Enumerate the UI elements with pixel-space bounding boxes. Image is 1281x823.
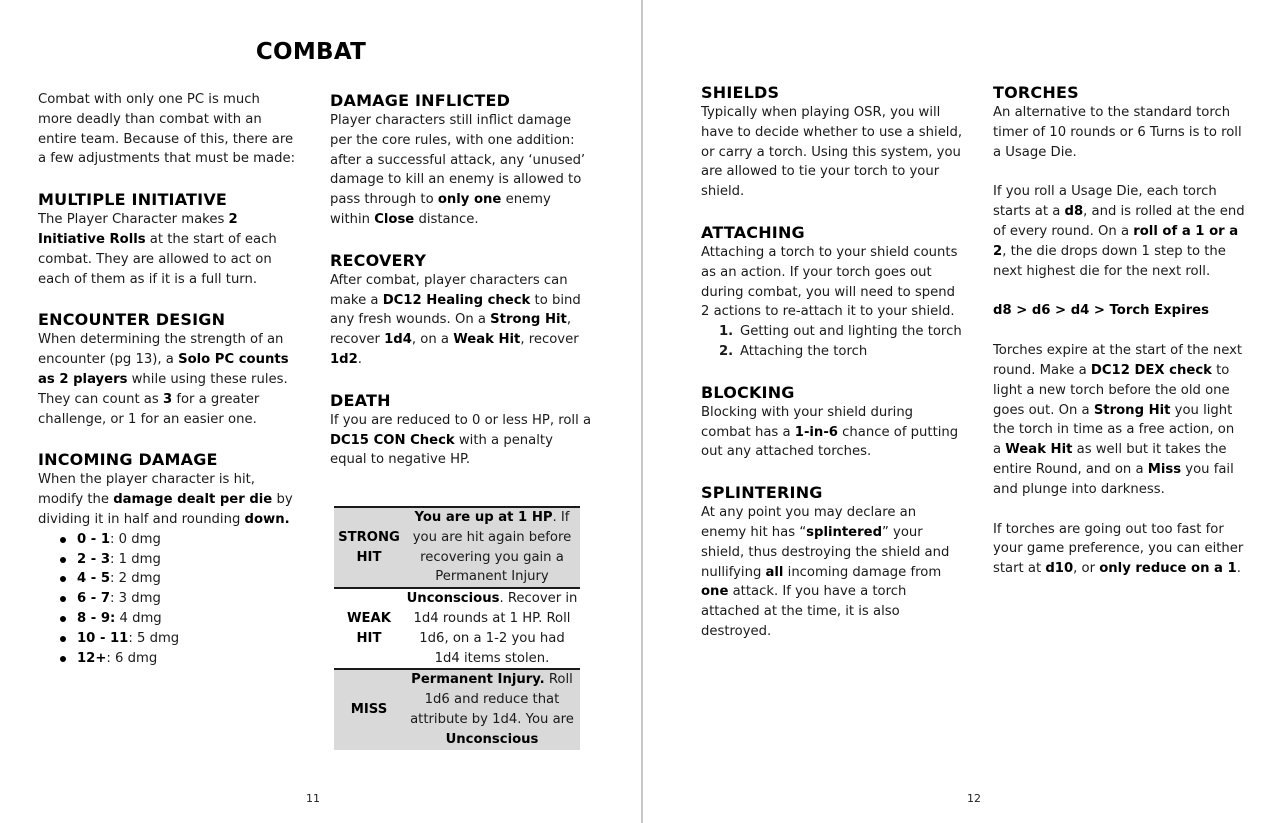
- left-column-2: [330, 90, 592, 470]
- damage-list-item: 0 - 1: 0 dmg: [58, 530, 298, 550]
- torches-heading: TORCHES: [993, 83, 1079, 102]
- table-row-strong-hit: [334, 507, 580, 588]
- encounter-design-heading: ENCOUNTER DESIGN: [38, 310, 226, 330]
- death-text: If you are reduced to 0 or less HP, roll a DC15 CON Check with a penalty equal to negative HP.: [330, 412, 592, 468]
- right-column-1: [701, 82, 963, 642]
- damage-list-item: 12+: 6 dmg: [58, 649, 298, 669]
- step-item: 2. Attaching the torch: [719, 343, 868, 359]
- damage-list-item: 8 - 9: 4 dmg: [58, 609, 298, 629]
- attaching-text: Attaching a torch to your shield counts as an action. If your torch goes out during combat, you will need to spend 2 actions to re-attach it to your shield.: [701, 244, 958, 320]
- encounter-design-text: When determining the strength of an encounter (pg 13), a Solo PC counts as 2 players while using these rules. They can count as 3 for a greater challenge, or 1 for an easier one.: [38, 332, 289, 427]
- attaching-heading: ATTACHING: [701, 222, 805, 242]
- shields-text: Typically when playing OSR, you will have to decide whether to use a shield, or carry a torch. Using this system, you are allowed to tie your torch to your shield.: [701, 105, 963, 200]
- outcome-label: STRONG HIT: [338, 529, 400, 565]
- outcome-description: You are up at 1 HP. If you are hit again before recovering you gain a Permanent Injury: [412, 510, 572, 585]
- damage-inflicted-heading: DAMAGE INFLICTED: [330, 91, 511, 110]
- page-number-right: 12: [967, 792, 981, 805]
- table-row-weak-hit: [334, 588, 580, 669]
- incoming-damage-heading: INCOMING DAMAGE: [38, 450, 218, 470]
- outcome-description: Permanent Injury. Roll 1d6 and reduce that attribute by 1d4. You are Unconscious: [410, 672, 574, 747]
- torch-die-chain: d8 > d6 > d4 > Torch Expires: [993, 303, 1209, 319]
- splintering-text: At any point you may declare an enemy hit has “splintered” your shield, thus destroying the shield and nullifying all incoming damage from one attack. If you have a torch attached at the time, it is also destroyed.: [701, 505, 950, 639]
- torches-text-4: If torches are going out too fast for your game preference, you can either start at d10, or only reduce on a 1.: [993, 521, 1244, 577]
- table-row-miss: [334, 669, 580, 749]
- torches-text-3: Torches expire at the start of the next round. Make a DC12 DEX check to light a new torch before the old one goes out. On a Strong Hit you light the torch in time as a free action, on a Weak Hit as well but it takes the entire Round, and on a Miss you fail and plunge into darkness.: [993, 343, 1243, 497]
- attaching-steps: [701, 322, 963, 362]
- multiple-initiative-heading: MULTIPLE INITIATIVE: [38, 190, 228, 210]
- damage-list-item: 4 - 5: 2 dmg: [58, 569, 298, 589]
- recovery-text: After combat, player characters can make a DC12 Healing check to bind any fresh wounds. On a Strong Hit, recover 1d4, on a Weak Hit, recover 1d2.: [330, 272, 581, 367]
- torches-text-2: If you roll a Usage Die, each torch starts at a d8, and is rolled at the end of every round. On a roll of a 1 or a 2, the die drops down 1 step to the next highest die for the next roll.: [993, 184, 1245, 279]
- left-column-1: [38, 90, 298, 668]
- damage-list-item: 6 - 7: 3 dmg: [58, 589, 298, 609]
- blocking-heading: BLOCKING: [701, 382, 795, 402]
- damage-list-item: 10 - 11: 5 dmg: [58, 629, 298, 649]
- damage-list: [38, 530, 298, 669]
- splintering-heading: SPLINTERING: [701, 483, 823, 503]
- multiple-initiative-text: The Player Character makes 2 Initiative Rolls at the start of each combat. They are allowed to act on each of them as if it is a full turn.: [38, 212, 277, 287]
- death-outcome-table: [334, 506, 580, 750]
- outcome-description: Unconscious. Recover in 1d4 rounds at 1 HP. Roll 1d6, on a 1-2 you had 1d4 items stolen.: [406, 591, 578, 666]
- blocking-text: Blocking with your shield during combat has a 1-in-6 chance of putting out any attached torches.: [701, 404, 959, 460]
- incoming-damage-text: When the player character is hit, modify the damage dealt per die by dividing it in half and rounding down.: [38, 472, 293, 527]
- right-column-2: [993, 82, 1245, 579]
- shields-heading: SHIELDS: [701, 83, 780, 102]
- damage-list-item: 2 - 3: 1 dmg: [58, 550, 298, 570]
- page-number-left: 11: [306, 792, 320, 805]
- damage-inflicted-text: Player characters still inflict damage per the core rules, with one addition: after a successful attack, any ‘unused’ damage to kill an enemy is allowed to pass through to only one enemy within Close distance.: [330, 113, 586, 227]
- outcome-label: MISS: [350, 702, 388, 718]
- death-heading: DEATH: [330, 390, 391, 410]
- page-title: COMBAT: [255, 39, 367, 65]
- recovery-heading: RECOVERY: [330, 250, 427, 270]
- intro-text: Combat with only one PC is much more deadly than combat with an entire team. Because of this, there are a few adjustments that must be made:: [38, 92, 296, 167]
- step-item: 1. Getting out and lighting the torch: [719, 324, 962, 340]
- outcome-label: WEAK HIT: [347, 610, 391, 646]
- torches-text-1: An alternative to the standard torch timer of 10 rounds or 6 Turns is to roll a Usage Die.: [993, 105, 1242, 160]
- page-divider: [641, 0, 643, 823]
